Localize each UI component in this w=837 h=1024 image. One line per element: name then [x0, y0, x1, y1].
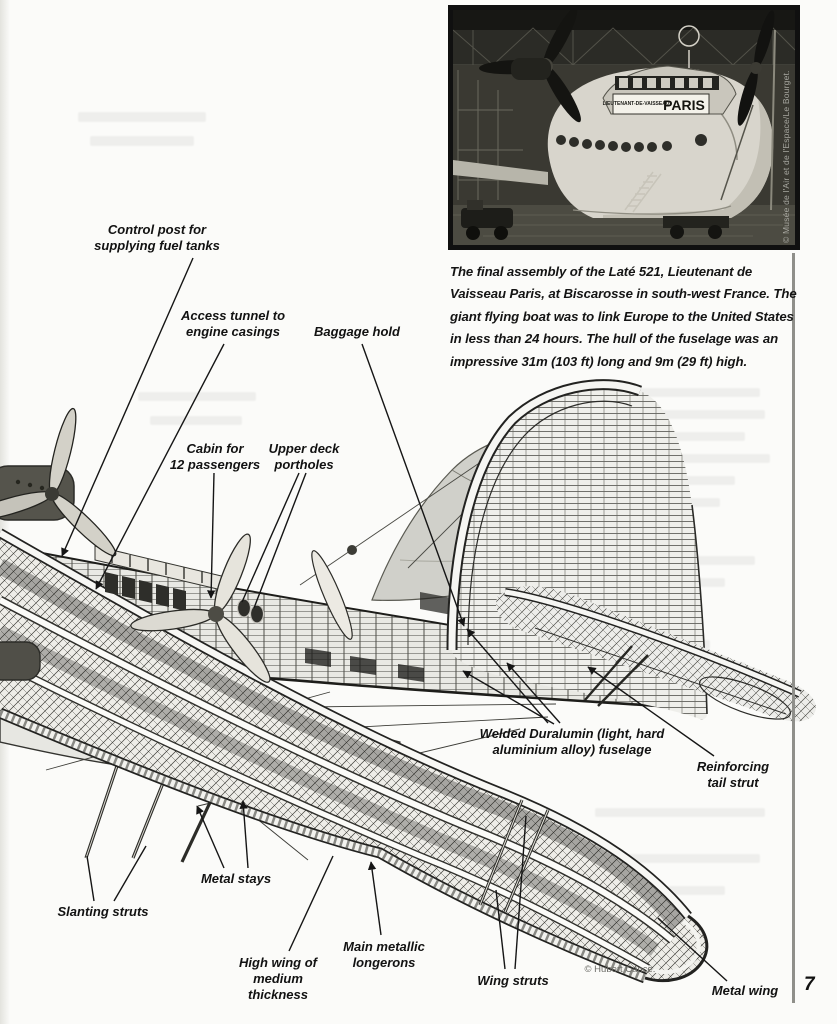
- label-fuselage: Welded Duralumin (light, hard aluminium alloy) fuselage: [479, 726, 665, 757]
- label-high-wing: High wing of medium thickness: [239, 955, 317, 1002]
- label-tail-strut: Reinforcing tail strut: [696, 759, 770, 790]
- label-longerons: Main metallic longerons: [343, 939, 425, 970]
- leader-high-wing: [289, 856, 333, 951]
- leader-longerons: [371, 862, 381, 935]
- label-portholes: Upper deck portholes: [268, 441, 340, 472]
- label-metal-wing: Metal wing: [711, 983, 779, 998]
- label-control-post: Control post for supplying fuel tanks: [94, 222, 220, 253]
- label-wing-struts: Wing struts: [477, 973, 549, 988]
- hull-titling-small: LIEUTENANT-DE-VAISSEAU: [602, 101, 670, 107]
- photo-credit: © Musée de l'Air et de l'Espace/Le Bourget.: [781, 70, 791, 243]
- photo-caption: [450, 261, 797, 373]
- leader-slanting-struts: [114, 846, 146, 901]
- leader-control-post: [62, 258, 193, 556]
- label-baggage-hold: Baggage hold: [314, 324, 400, 339]
- illustrator-credit: © Hubert Cance.: [584, 964, 656, 975]
- photo: [448, 5, 800, 250]
- label-access-tunnel: Access tunnel to engine casings: [180, 308, 286, 339]
- photo-illustration: [453, 10, 795, 245]
- label-metal-stays: Metal stays: [200, 871, 272, 886]
- leader-slanting-struts: [87, 856, 94, 901]
- leader-portholes: [254, 473, 306, 608]
- photo-caption-text: The final assembly of the Laté 521, Lieutenant de Vaisseau Paris, at Biscarosse in south-west France. The giant flying boat was to link Europe to the United States in less than 24 hours. The hull of the fuselage was an impressive 31m (103 ft) long and 9m (29 ft) high.: [450, 264, 797, 369]
- hull-titling-main: PARIS: [663, 97, 705, 113]
- engine-nacelle-port: [0, 642, 40, 680]
- label-slanting-struts: Slanting struts: [57, 904, 149, 919]
- label-cabin: Cabin for 12 passengers: [169, 441, 261, 472]
- page-number: 7: [804, 974, 815, 995]
- deck-windows: [615, 76, 719, 90]
- leader-metal-stays: [197, 806, 224, 868]
- hull-titling-sign: [603, 94, 709, 114]
- hangar-roof: [453, 10, 795, 30]
